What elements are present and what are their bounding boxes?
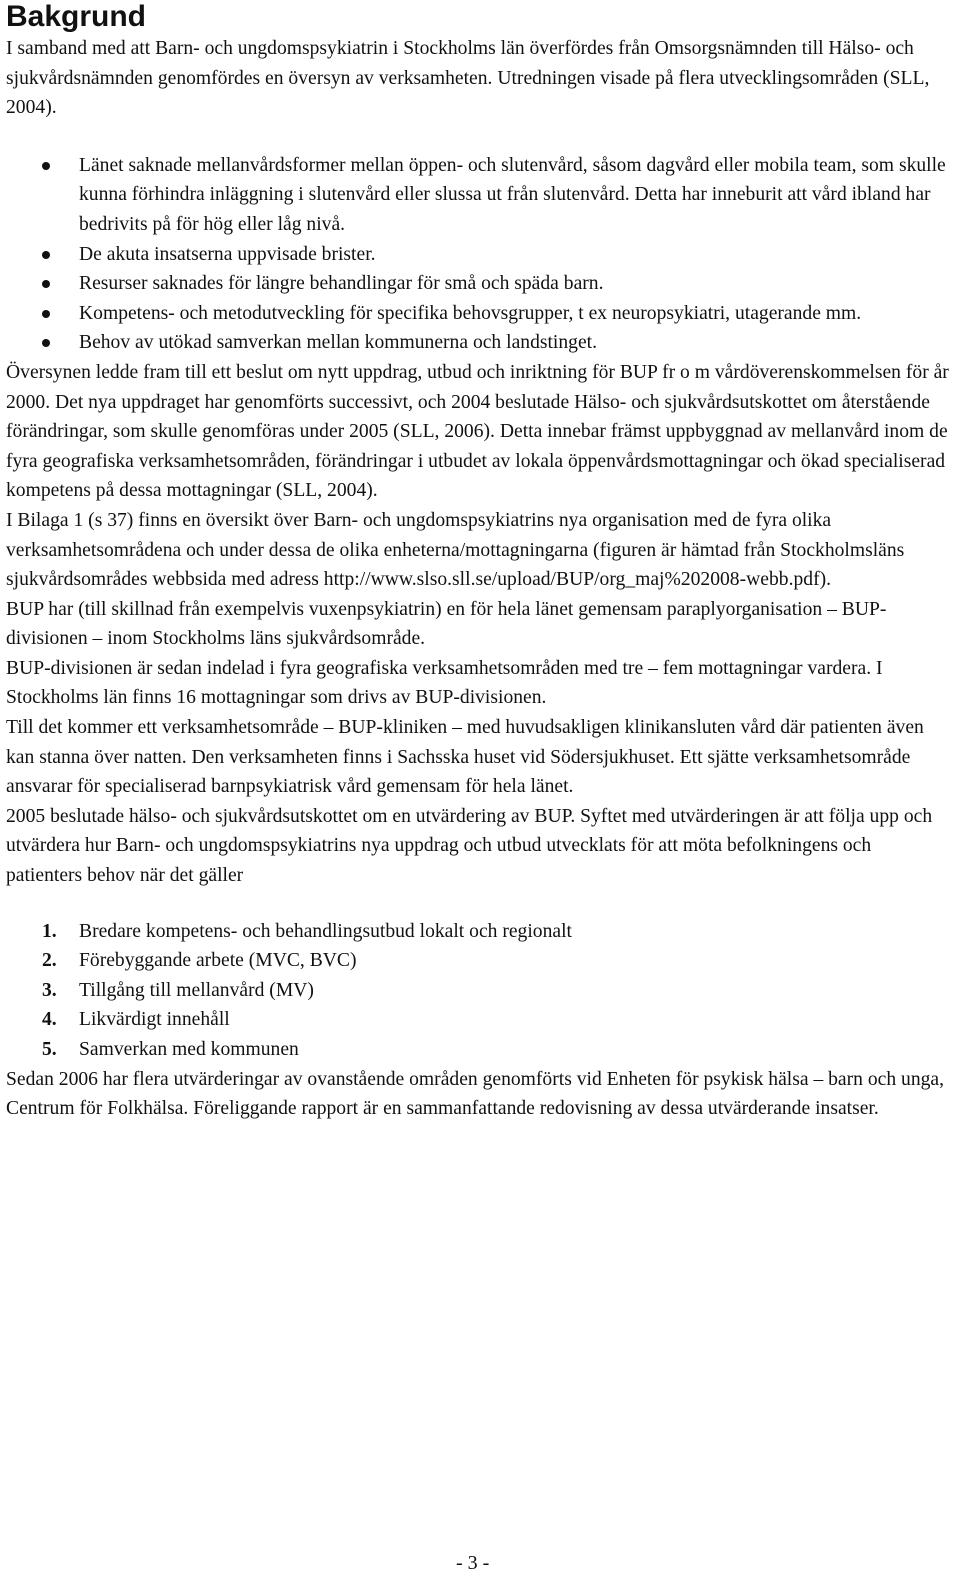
numbered-item [6,1035,952,1065]
item-text: Förebyggande arbete (MVC, BVC) [79,950,357,972]
bullet-text: De akuta insatserna uppvisade brister. [79,243,376,265]
bullet-icon [42,280,50,288]
section-heading: Bakgrund [6,0,147,33]
findings-bullet-list [6,151,952,358]
bullet-icon [42,251,50,259]
paragraph-bup-divisionen: BUP-divisionen är sedan indelad i fyra geografiska verksamhetsområden med tre – fem mottagningar vardera. I Stockholms län finns 16 mottagningar som drivs av BUP-divisionen. [6,657,883,709]
item-number: 1. [42,920,57,942]
bullet-text: Länet saknade mellanvårdsformer mellan öppen- och slutenvård, såsom dagvård eller mobila team, som skulle kunna förhindra inläggning i slutenvård eller slussa ut från slutenvård. Detta har inneburit att vård ibland har bedrivits på för hög eller låg nivå. [79,154,946,235]
bullet-text: Resurser saknades för längre behandlingar för små och späda barn. [79,273,604,295]
numbered-item [6,1005,952,1035]
bullet-icon [42,310,50,318]
bullet-text: Behov av utökad samverkan mellan kommunerna och landstinget. [79,332,598,354]
bullet-item [6,240,952,270]
item-number: 2. [42,950,57,972]
item-text: Likvärdigt innehåll [79,1009,230,1031]
item-text: Tillgång till mellanvård (MV) [79,979,314,1001]
paragraph-utvardering: 2005 beslutade hälso- och sjukvårdsutskottet om en utvärdering av BUP. Syftet med utvärderingen är att följa upp och utvärdera hur Barn- och ungdomspsykiatrins nya uppdrag och utbud utvecklats för att möta befolkningens och patienters behov när det gäller [6,805,933,887]
bullet-item [6,151,952,240]
bullet-icon [42,339,50,347]
item-number: 3. [42,979,57,1001]
item-text: Samverkan med kommunen [79,1039,299,1060]
bullet-item [6,269,952,299]
paragraph-sedan-2006: Sedan 2006 har flera utvärderingar av ovanstående områden genomförts vid Enheten för psykisk hälsa – barn och unga, Centrum för Folkhälsa. Föreliggande rapport är en sammanfattande redovisning av dessa utvärderande insatser. [6,1068,945,1120]
numbered-item [6,946,952,976]
evaluation-areas-list [6,917,952,1065]
paragraph-bup-kliniken: Till det kommer ett verksamhetsområde – BUP-kliniken – med huvudsakligen klinikansluten vård där patienten även kan stanna över natten. Den verksamheten finns i Sachsska huset vid Södersjukhuset. Ett sjätte verksamhetsområde ansvarar för specialiserad barnpsykiatrisk vård gemensam för hela länet. [6,717,924,798]
paragraph-bilaga: I Bilaga 1 (s 37) finns en översikt över Barn- och ungdomspsykiatrins nya organisation med de fyra olika verksamhetsområdena och under dessa de olika enheterna/mottagningarna (figuren är hämtad från Stockholmsläns sjukvårdsområdes webbsida med adress http://www.slso.sll.se/upload/BUP/org_maj%202008-webb.pdf). [6,509,905,591]
item-number: 5. [42,1039,57,1060]
numbered-item [6,917,952,947]
paragraph-oversyn: Översynen ledde fram till ett beslut om nytt uppdrag, utbud och inriktning för BUP fr o m vårdöverenskommelsen för år 2000. Det nya uppdraget har genomförts successivt, och 2004 beslutade Hälso- och sjukvårdsutskottet om återstående förändringar, som skulle genomföras under 2005 (SLL, 2006). Detta innebar främst uppbyggnad av mellanvård inom de fyra geografiska verksamhetsområden, förändringar i utbudet av lokala öppenvårdsmottagningar och ökad specialiserad kompetens på dessa mottagningar (SLL, 2004). [6,361,949,502]
bullet-text: Kompetens- och metodutveckling för specifika behovsgrupper, t ex neuropsykiatri, utagerande mm. [79,302,862,324]
item-text: Bredare kompetens- och behandlingsutbud lokalt och regionalt [79,920,572,942]
bullet-icon [42,162,50,170]
page-number: - 3 - [456,1552,490,1574]
intro-paragraph: I samband med att Barn- och ungdomspsykiatrin i Stockholms län överfördes från Omsorgsnämnden till Hälso- och sjukvårdsnämnden genomfördes en översyn av verksamheten. Utredningen visade på flera utvecklingsområden (SLL, 2004). [6,38,930,119]
page-footer [0,1551,960,1575]
item-number: 4. [42,1009,57,1031]
bullet-item [6,328,952,358]
numbered-item [6,976,952,1006]
bullet-item [6,299,952,329]
paragraph-bup-organisation: BUP har (till skillnad från exempelvis vuxenpsykiatrin) en för hela länet gemensam paraplyorganisation – BUP-divisionen – inom Stockholms läns sjukvårdsområde. [6,598,887,650]
